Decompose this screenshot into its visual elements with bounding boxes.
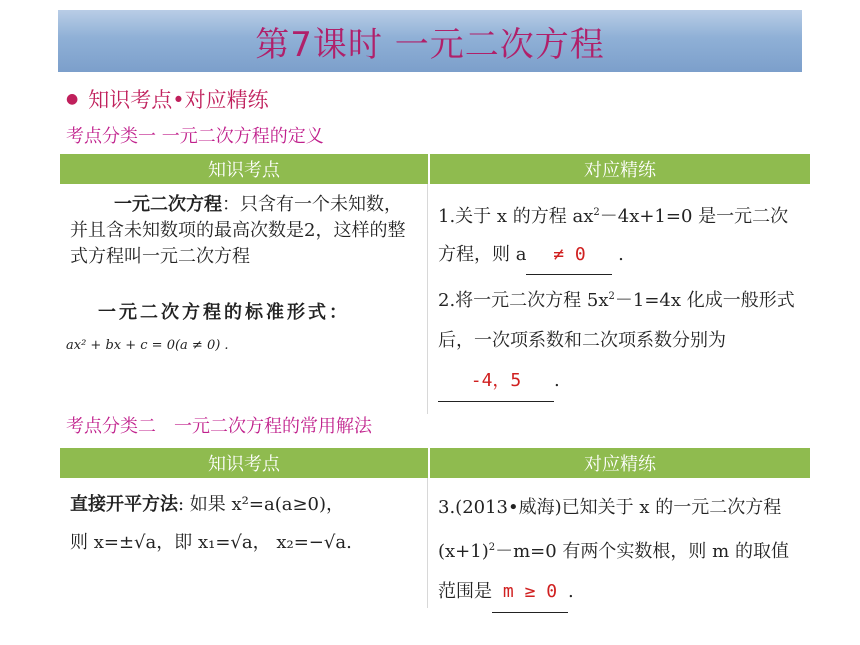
definition-colon: ： bbox=[222, 194, 240, 215]
q2-sup: 2 bbox=[608, 291, 615, 302]
section2-header-right: 对应精练 bbox=[430, 448, 810, 478]
section2-header-left: 知识考点 bbox=[60, 448, 430, 478]
q3-answer: m ≥ 0 bbox=[492, 572, 568, 613]
q3-end: . bbox=[568, 581, 574, 602]
section2-title: 考点分类二 一元二次方程的常用解法 bbox=[66, 416, 372, 437]
section1-body-row bbox=[60, 184, 810, 414]
page-title: 第7课时 一元二次方程 bbox=[255, 24, 605, 65]
section2-table bbox=[60, 448, 810, 608]
section2-body-row bbox=[60, 478, 810, 608]
section1-header-left: 知识考点 bbox=[60, 154, 430, 184]
definition-term: 一元二次方程 bbox=[114, 194, 222, 215]
title-banner bbox=[58, 10, 802, 72]
bullet-icon: ● bbox=[66, 91, 79, 107]
bullet-heading bbox=[66, 84, 269, 114]
section2-knowledge-cell bbox=[60, 478, 428, 608]
q3-prefix: 3.(2013•威海)已知关于 x 的一元二次方程(x+1) bbox=[438, 497, 782, 562]
section1-knowledge-cell bbox=[60, 184, 428, 414]
method-line-1 bbox=[70, 486, 419, 524]
q1-mid: －4x+1=0 是一元二次方程，则 a bbox=[438, 206, 789, 265]
method-line-2: 则 x=±√a，即 x₁=√a， x₂=−√a. bbox=[70, 532, 352, 553]
q1-end: . bbox=[612, 244, 624, 265]
section1-header-row bbox=[60, 154, 810, 184]
q2-end: . bbox=[554, 370, 560, 391]
q2-answer: -4，5 bbox=[438, 361, 554, 402]
section2-practice-cell bbox=[428, 478, 810, 608]
method-text-1: : 如果 x²=a(a≥0)， bbox=[178, 494, 344, 515]
method-term: 直接开平方法 bbox=[70, 494, 178, 515]
section1-table bbox=[60, 154, 810, 414]
standard-form-label: 一元二次方程的标准形式： bbox=[98, 302, 350, 323]
q3-mid: －m=0 有两个实数根，则 m 的取值范围是 bbox=[438, 541, 789, 602]
section1-title: 考点分类一 一元二次方程的定义 bbox=[66, 126, 324, 147]
q1-prefix: 1.关于 x 的方程 ax bbox=[438, 206, 594, 227]
definition-text: 只含有一个未知数，并且含未知数项的最高次数是2，这样的整式方程叫一元二次方程 bbox=[70, 194, 406, 267]
q2-mid: －1=4x 化成一般形式后，一次项系数和二次项系数分别为 bbox=[438, 290, 795, 351]
question-1 bbox=[438, 194, 800, 275]
section1-header-right: 对应精练 bbox=[430, 154, 810, 184]
q3-sup: 2 bbox=[488, 542, 496, 553]
definition-paragraph bbox=[70, 192, 419, 270]
question-2 bbox=[438, 277, 800, 402]
q1-answer: ≠ 0 bbox=[526, 236, 612, 275]
section2-header-row bbox=[60, 448, 810, 478]
question-3 bbox=[438, 488, 800, 613]
section1-practice-cell bbox=[428, 184, 810, 414]
q1-sup: 2 bbox=[593, 207, 600, 218]
q2-prefix: 2.将一元二次方程 5x bbox=[438, 290, 609, 311]
standard-form-formula: ax² + bx + c = 0(a ≠ 0) . bbox=[66, 338, 229, 353]
bullet-text: 知识考点•对应精练 bbox=[88, 88, 269, 112]
